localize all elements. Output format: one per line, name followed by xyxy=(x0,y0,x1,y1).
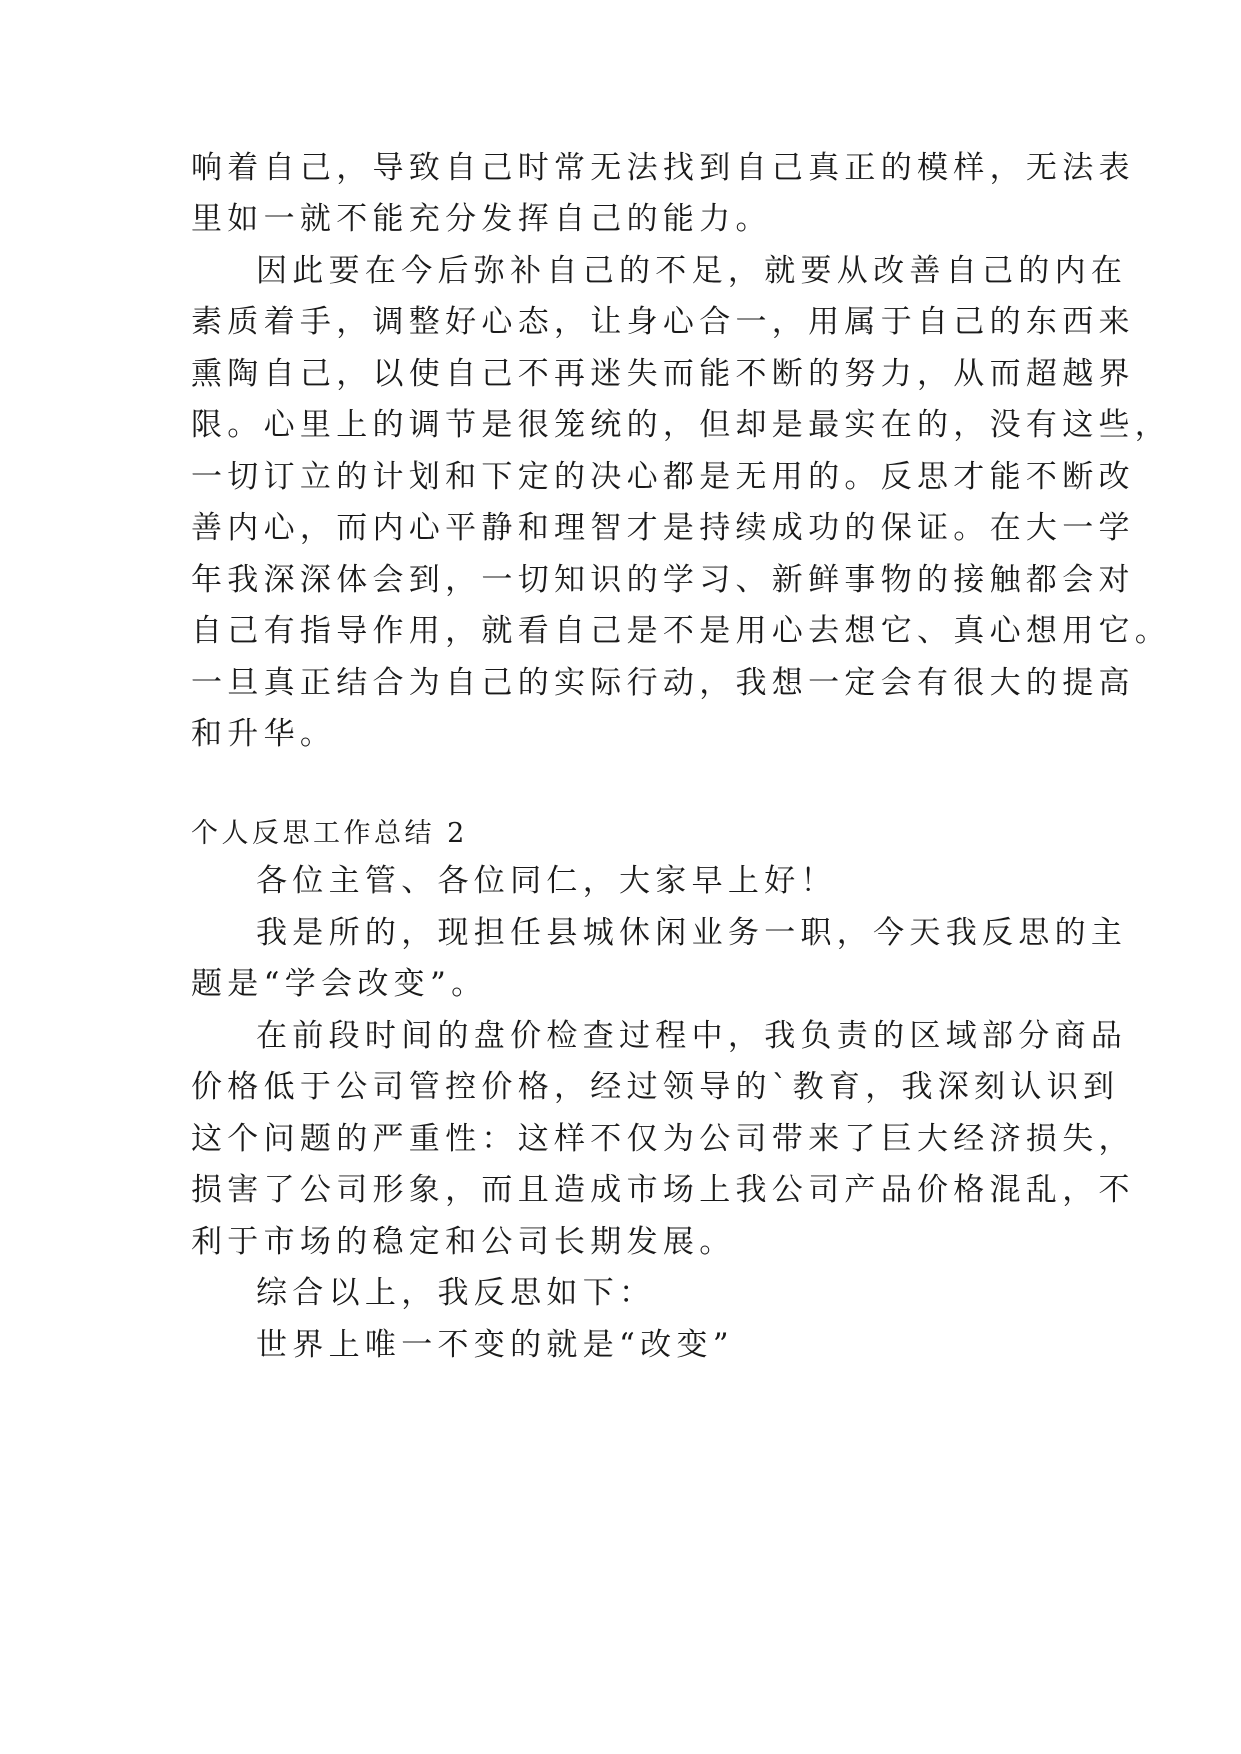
paragraph-2-line-8: 自己有指导作用，就看自己是不是用心去想它、真心想用它。 xyxy=(191,613,1172,649)
paragraph-4-line-2: 价格低于公司管控价格，经过领导的`教育，我深刻认识到 xyxy=(191,1069,1120,1105)
paragraph-4-line-3: 这个问题的严重性：这样不仅为公司带来了巨大经济损失， xyxy=(191,1121,1135,1157)
paragraph-4-line-1: 在前段时间的盘价检查过程中，我负责的区域部分商品 xyxy=(256,1018,1128,1054)
paragraph-2-line-4: 限。心里上的调节是很笼统的，但却是最实在的，没有这些， xyxy=(191,407,1172,443)
paragraph-2-line-3: 熏陶自己，以使自己不再迷失而能不断的努力，从而超越界 xyxy=(191,356,1135,392)
greeting: 各位主管、各位同仁，大家早上好！ xyxy=(256,863,837,899)
section-title: 个人反思工作总结 2 xyxy=(191,818,468,849)
paragraph-6: 世界上唯一不变的就是“改变” xyxy=(256,1327,734,1363)
paragraph-4-line-5: 利于市场的稳定和公司长期发展。 xyxy=(191,1224,736,1260)
paragraph-2-line-7: 年我深深体会到，一切知识的学习、新鲜事物的接触都会对 xyxy=(191,562,1135,598)
paragraph-2-line-10: 和升华。 xyxy=(191,716,337,752)
paragraph-2-line-9: 一旦真正结合为自己的实际行动，我想一定会有很大的提高 xyxy=(191,665,1135,701)
paragraph-2-line-5: 一切订立的计划和下定的决心都是无用的。反思才能不断改 xyxy=(191,459,1135,495)
paragraph-1-line-1: 响着自己，导致自己时常无法找到自己真正的模样，无法表 xyxy=(191,150,1135,186)
paragraph-4-line-4: 损害了公司形象，而且造成市场上我公司产品价格混乱，不 xyxy=(191,1172,1135,1208)
paragraph-3-line-2: 题是“学会改变”。 xyxy=(191,966,488,1002)
paragraph-5: 综合以上，我反思如下： xyxy=(256,1275,656,1311)
paragraph-2-line-6: 善内心，而内心平静和理智才是持续成功的保证。在大一学 xyxy=(191,510,1135,546)
paragraph-3-line-1: 我是所的，现担任县城休闲业务一职，今天我反思的主 xyxy=(256,915,1128,951)
paragraph-2-line-2: 素质着手，调整好心态，让身心合一，用属于自己的东西来 xyxy=(191,304,1135,340)
paragraph-2-line-1: 因此要在今后弥补自己的不足，就要从改善自己的内在 xyxy=(256,253,1128,289)
paragraph-1-line-2: 里如一就不能充分发挥自己的能力。 xyxy=(191,201,772,237)
